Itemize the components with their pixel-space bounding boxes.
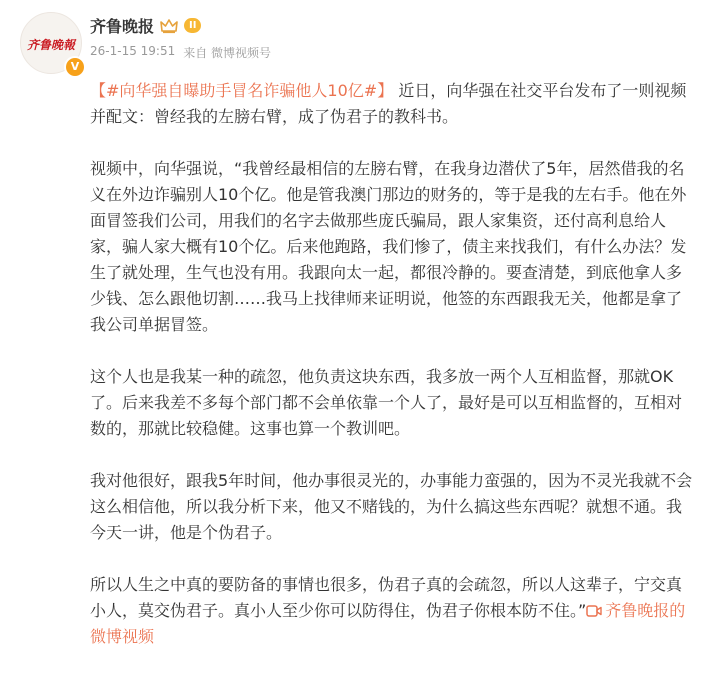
level-badge: II [184, 18, 201, 33]
paragraph-3: 这个人也是我某一种的疏忽，他负责这块东西，我多放一两个人互相监督，那就OK了。后来我差不多每个部门都不会单依靠一个人了，最好是可以互相监督的，互相对数的，那就比较稳健。这事也算一个教训吧。 [90, 367, 683, 438]
topic-close-bracket: 】 [377, 81, 394, 100]
svg-text:齐鲁晚報: 齐鲁晚報 [26, 38, 76, 52]
account-name[interactable]: 齐鲁晚报 [90, 17, 155, 36]
post-content [90, 78, 696, 676]
paragraph-4: 我对他很好，跟我5年时间，他办事很灵光的，办事能力蛮强的，因为不灵光我就不会这么相信他，所以我分析下来，他又不赌钱的，为什么搞这些东西呢？就想不通。我今天一讲，他是个伪君子。 [90, 471, 693, 542]
crown-icon [160, 18, 178, 34]
paragraph-intro [90, 78, 696, 130]
video-icon [586, 604, 602, 618]
paragraph-5 [90, 572, 696, 650]
topic-open-bracket: 【 [90, 81, 107, 100]
intro-text: 近日，向华强在社交平台发布了一则视频并配文：曾经我的左膀右臂，成了伪君子的教科书。 [90, 81, 687, 126]
video-link-label: 齐鲁晚报的微博视频 [90, 601, 686, 646]
verified-badge-icon: V [64, 56, 86, 78]
post-meta [90, 44, 271, 61]
account-header [90, 14, 201, 37]
post-source: 来自 微博视频号 [183, 46, 272, 60]
closing-text: 所以人生之中真的要防备的事情也很多，伪君子真的会疏忽，所以人这辈子，宁交真小人，莫交伪君子。真小人至少你可以防得住，伪君子你根本防不住。” [90, 575, 683, 620]
post-time[interactable]: 26-1-15 19:51 [90, 44, 176, 58]
topic-hashtag-link[interactable]: #向华强自曝助手冒名诈骗他人10亿# [106, 81, 378, 100]
paragraph-2: 视频中，向华强说，“我曾经最相信的左膀右臂，在我身边潜伏了5年，居然借我的名义在外边诈骗别人10个亿。他是管我澳门那边的财务的，等于是我的左右手。他在外面冒签我们公司，用我们的名字去做那些庞氏骗局，跟人家集资，还付高利息给人家，骗人家大概有10个亿。后来他跑路，我们惨了，债主来找我们，有什么办法？发生了就处理，生气也没有用。我跟向太一起，都很冷静的。要查清楚，到底他拿人多少钱、怎么跟他切割……我马上找律师来证明说，他签的东西跟我无关，他都是拿了我公司单据冒签。 [90, 159, 687, 334]
